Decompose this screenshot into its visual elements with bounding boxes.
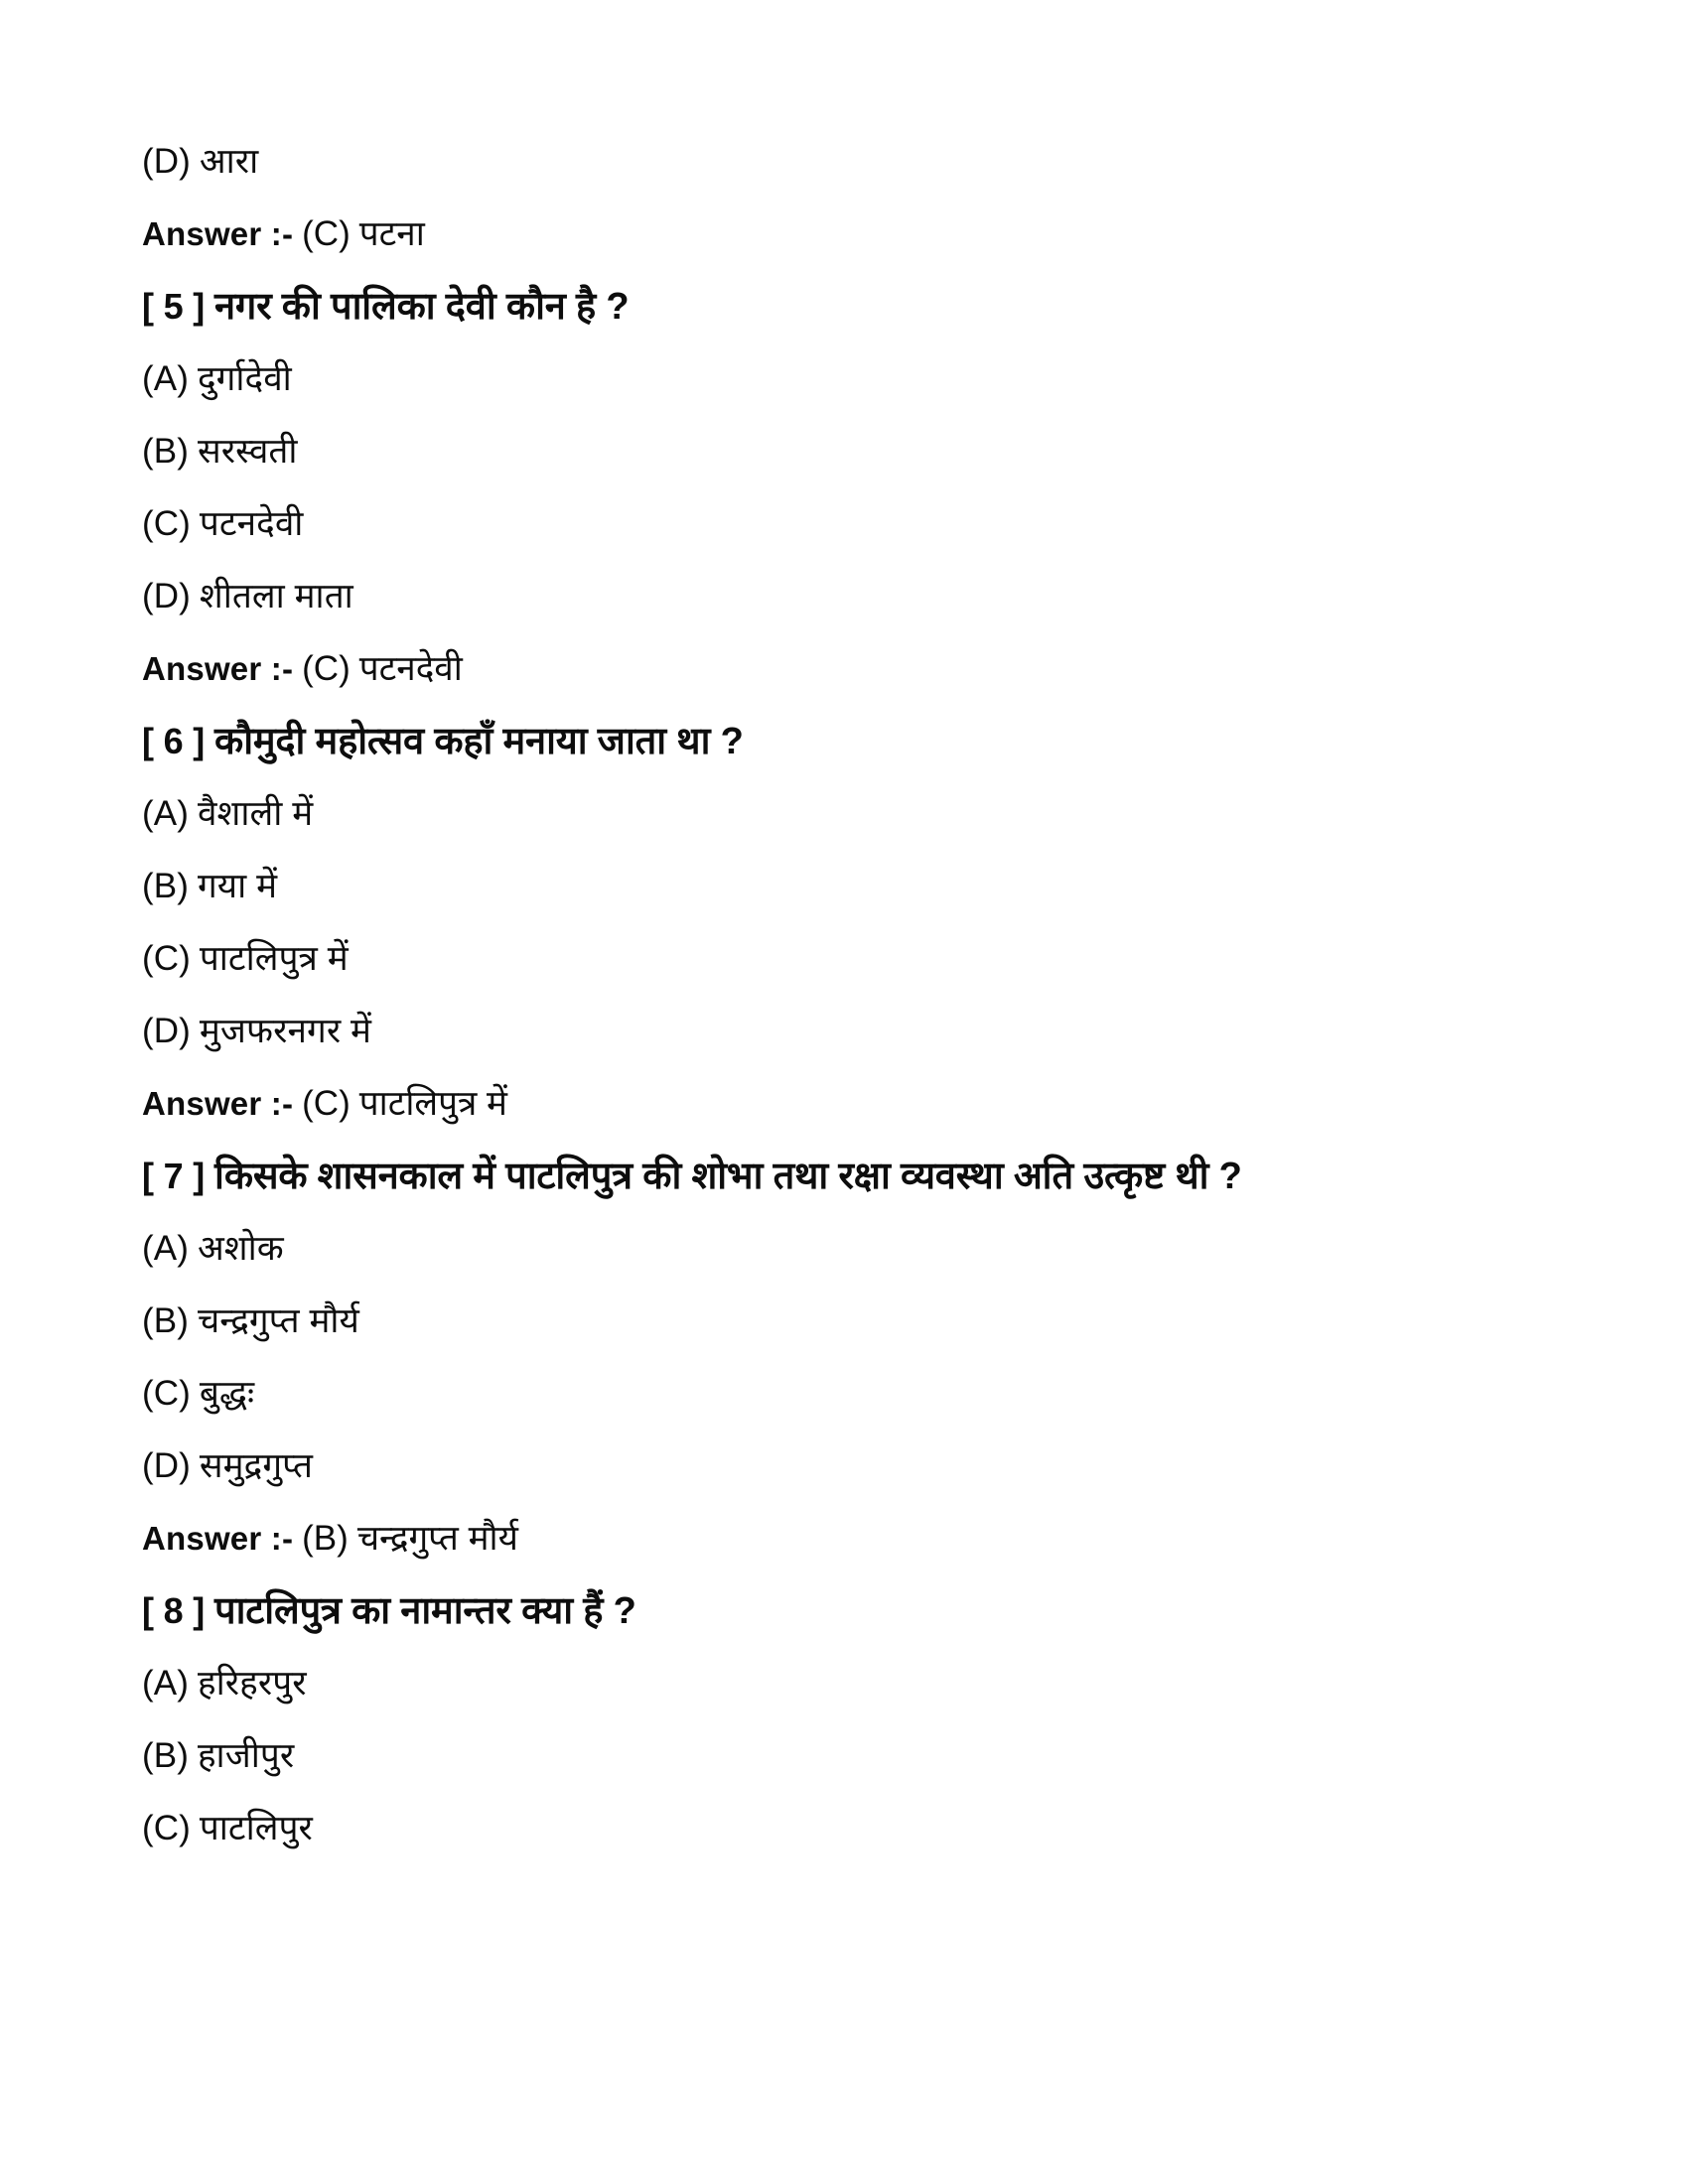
option-text: दुर्गादेवी: [197, 359, 292, 398]
option-row: [142, 415, 1562, 487]
answer-option-marker: (C): [302, 649, 351, 688]
option-row: [142, 342, 1562, 415]
option-row: [142, 560, 1562, 632]
question-heading: [142, 1574, 1562, 1647]
option-row: [142, 1430, 1562, 1502]
option-marker: (D): [142, 1446, 191, 1485]
answer-label: Answer :-: [142, 1520, 294, 1557]
option-text: पाटलिपुत्र में: [199, 939, 349, 978]
answer-line: [142, 198, 1562, 270]
option-text: आरा: [199, 142, 259, 181]
option-text: बुद्धः: [199, 1374, 255, 1413]
option-text: पाटलिपुर: [199, 1809, 313, 1847]
question-text: नगर की पालिका देवी कौन है ?: [214, 285, 630, 328]
answer-option-marker: (C): [302, 214, 351, 253]
option-text: सरस्वती: [197, 432, 298, 471]
option-marker: (B): [142, 1301, 189, 1340]
option-text: शीतला माता: [199, 577, 353, 615]
option-marker: (A): [142, 359, 189, 398]
option-row: [142, 1719, 1562, 1792]
option-marker: (C): [142, 1374, 191, 1413]
question-number: [ 5 ]: [142, 285, 206, 327]
question-number: [ 7 ]: [142, 1155, 206, 1196]
option-text: चन्द्रगुप्त मौर्य: [197, 1301, 359, 1340]
answer-line: [142, 1502, 1562, 1574]
option-marker: (B): [142, 1736, 189, 1775]
option-text: पटनदेवी: [199, 504, 304, 543]
option-text: हरिहरपुर: [197, 1664, 307, 1703]
option-row: [142, 1285, 1562, 1357]
question-heading: [142, 705, 1562, 777]
option-marker: (B): [142, 867, 189, 905]
option-marker: (C): [142, 1809, 191, 1847]
option-marker: (D): [142, 142, 191, 181]
option-row: [142, 1647, 1562, 1719]
option-marker: (B): [142, 432, 189, 471]
answer-label: Answer :-: [142, 1085, 294, 1122]
question-number: [ 8 ]: [142, 1589, 206, 1631]
option-row: [142, 487, 1562, 560]
option-row: [142, 777, 1562, 850]
option-text: मुजफरनगर में: [199, 1012, 372, 1050]
option-marker: (D): [142, 577, 191, 615]
question-text: पाटलिपुत्र का नामान्तर क्या हैं ?: [214, 1589, 636, 1632]
question-text: कौमुदी महोत्सव कहाँ मनाया जाता था ?: [214, 720, 744, 762]
option-marker: (C): [142, 939, 191, 978]
question-text: किसके शासनकाल में पाटलिपुत्र की शोभा तथा रक्षा व्यवस्था अति उत्कृष्ट थी ?: [214, 1155, 1242, 1197]
answer-text: पटनदेवी: [358, 649, 463, 688]
option-row: [142, 850, 1562, 922]
option-marker: (A): [142, 794, 189, 833]
option-row: [142, 995, 1562, 1067]
option-marker: (A): [142, 1229, 189, 1268]
option-row: [142, 922, 1562, 995]
option-row: [142, 1792, 1562, 1864]
option-marker: (D): [142, 1012, 191, 1050]
question-list: [142, 125, 1562, 1864]
option-marker: (C): [142, 504, 191, 543]
answer-line: [142, 1067, 1562, 1140]
option-row: [142, 1212, 1562, 1285]
option-text: समुद्रगुप्त: [199, 1446, 314, 1485]
option-marker: (A): [142, 1664, 189, 1703]
option-text: वैशाली में: [197, 794, 314, 833]
option-text: हाजीपुर: [197, 1736, 295, 1775]
option-text: अशोक: [197, 1229, 284, 1268]
answer-text: चन्द्रगुप्त मौर्य: [356, 1519, 518, 1558]
answer-text: पाटलिपुत्र में: [358, 1084, 507, 1123]
answer-option-marker: (B): [302, 1519, 349, 1558]
answer-option-marker: (C): [302, 1084, 351, 1123]
question-number: [ 6 ]: [142, 720, 206, 761]
option-row: [142, 1357, 1562, 1430]
answer-text: पटना: [358, 214, 425, 253]
question-heading: [142, 1140, 1562, 1212]
option-text: गया में: [197, 867, 278, 905]
answer-label: Answer :-: [142, 650, 294, 687]
question-heading: [142, 270, 1562, 342]
answer-label: Answer :-: [142, 215, 294, 252]
answer-line: [142, 632, 1562, 705]
option-row: [142, 125, 1562, 198]
